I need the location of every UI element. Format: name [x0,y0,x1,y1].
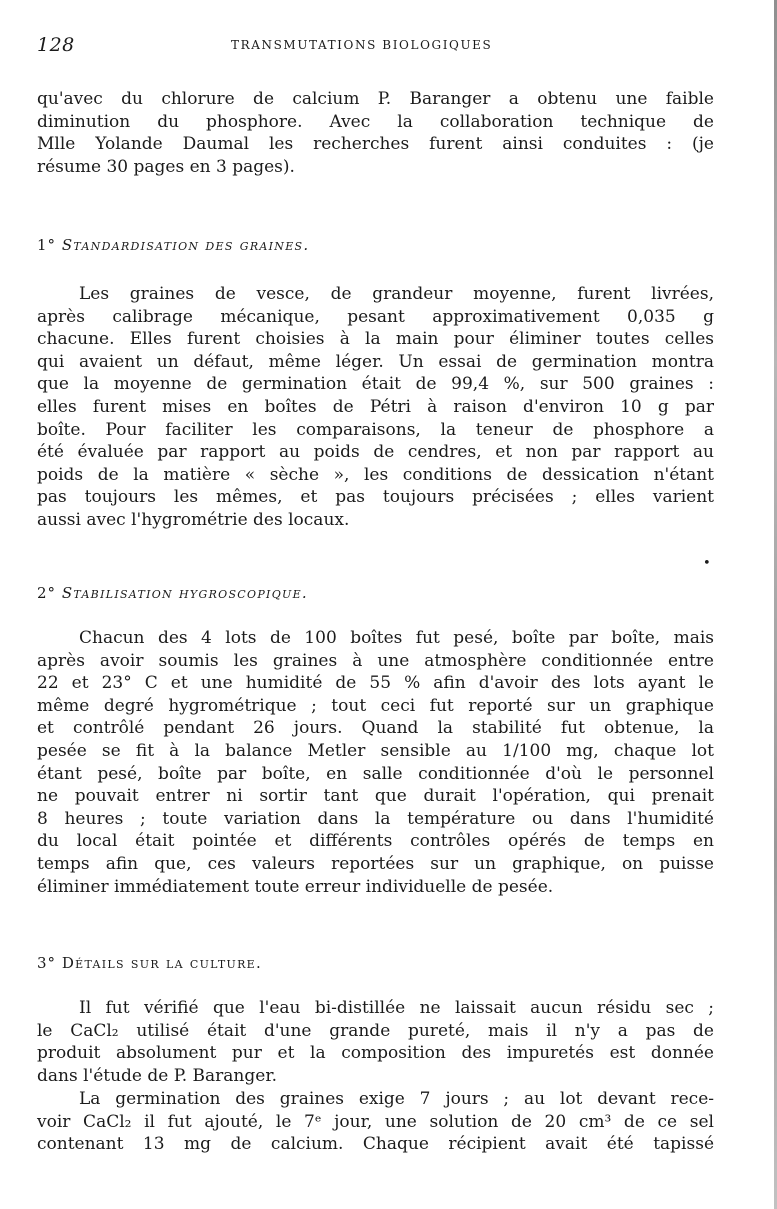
section-heading-culture [37,954,262,972]
text-line: contenant 13 mg de calcium. Chaque récipient avait été tapissé [37,1134,714,1155]
text-line: elles furent mises en boîtes de Pétri à raison d'environ 10 g par [37,396,714,417]
section-title: Détails sur la culture. [61,954,263,972]
section-1-paragraph [37,283,714,532]
text-line: même degré hygrométrique ; tout ceci fut reporté sur un graphique [37,695,714,716]
text-line: éliminer immédiatement toute erreur individuelle de pesée. [37,876,554,897]
section-heading-stabilisation [37,584,308,602]
running-title: TRANSMUTATIONS BIOLOGIQUES [231,38,493,52]
text-line: 8 heures ; toute variation dans la température ou dans l'humidité [37,808,714,829]
section-heading-standardisation [37,236,309,254]
section-2-paragraph [37,627,714,898]
text-line: diminution du phosphore. Avec la collaboration technique de [37,111,714,132]
section-title: Standardisation des graines. [61,236,310,254]
text-line: résume 30 pages en 3 pages). [37,156,295,177]
text-line: Mlle Yolande Daumal les recherches furent ainsi conduites : (je [37,134,714,155]
text-line: qu'avec du chlorure de calcium P. Baranger a obtenu une faible [37,89,714,109]
text-line: après avoir soumis les graines à une atmosphère conditionnée entre [37,650,714,671]
intro-paragraph [37,88,714,178]
text-line: le CaCl₂ utilisé était d'une grande pureté, mais il n'y a pas de [37,1020,714,1041]
page-number: 128 [37,34,75,56]
section-3-paragraph-2 [37,1088,714,1156]
text-line: et contrôlé pendant 26 jours. Quand la stabilité fut obtenue, la [37,718,714,739]
section-number: 1° [37,236,57,254]
text-line: Chacun des 4 lots de 100 boîtes fut pesé, boîte par boîte, mais [79,628,714,648]
section-3-paragraph-1 [37,997,714,1087]
text-line: aussi avec l'hygrométrie des locaux. [37,509,350,530]
text-line: chacune. Elles furent choisies à la main pour éliminer toutes celles [37,329,714,350]
text-line: voir CaCl₂ il fut ajouté, le 7ᵉ jour, une solution de 20 cm³ de ce sel [37,1111,714,1132]
text-line: que la moyenne de germination était de 99,4 %, sur 500 graines : [37,374,714,395]
text-line: 22 et 23° C et une humidité de 55 % afin d'avoir des lots ayant le [37,673,714,694]
text-line: ne pouvait entrer ni sortir tant que durait l'opération, qui prenait [37,786,714,807]
text-line: Les graines de vesce, de grandeur moyenne, furent livrées, [79,284,714,304]
text-line: poids de la matière « sèche », les conditions de dessication n'étant [37,464,714,485]
text-line: Il fut vérifié que l'eau bi-distillée ne laissait aucun résidu sec ; [79,998,714,1018]
section-number: 3° [37,954,57,972]
text-line: boîte. Pour faciliter les comparaisons, la teneur de phosphore a [37,419,714,440]
section-number: 2° [37,584,57,602]
text-line: étant pesé, boîte par boîte, en salle conditionnée d'où le personnel [37,763,714,784]
text-line: produit absolument pur et la composition des impuretés est donnée [37,1043,714,1064]
stray-ink-mark: • [703,556,711,571]
text-line: dans l'étude de P. Baranger. [37,1065,277,1086]
text-line: été évaluée par rapport au poids de cendres, et non par rapport au [37,442,714,463]
text-line: temps afin que, ces valeurs reportées sur un graphique, on puisse [37,853,714,874]
text-line: pesée se fit à la balance Metler sensible au 1/100 mg, chaque lot [37,740,714,761]
text-line: La germination des graines exige 7 jours ; au lot devant rece- [79,1089,714,1109]
running-header [37,34,717,56]
text-line: après calibrage mécanique, pesant approximativement 0,035 g [37,306,714,327]
text-line: pas toujours les mêmes, et pas toujours précisées ; elles varient [37,487,714,508]
text-line: du local était pointée et différents contrôles opérés de temps en [37,831,714,852]
section-title: Stabilisation hygroscopique. [61,584,308,602]
text-line: qui avaient un défaut, même léger. Un essai de germination montra [37,351,714,372]
